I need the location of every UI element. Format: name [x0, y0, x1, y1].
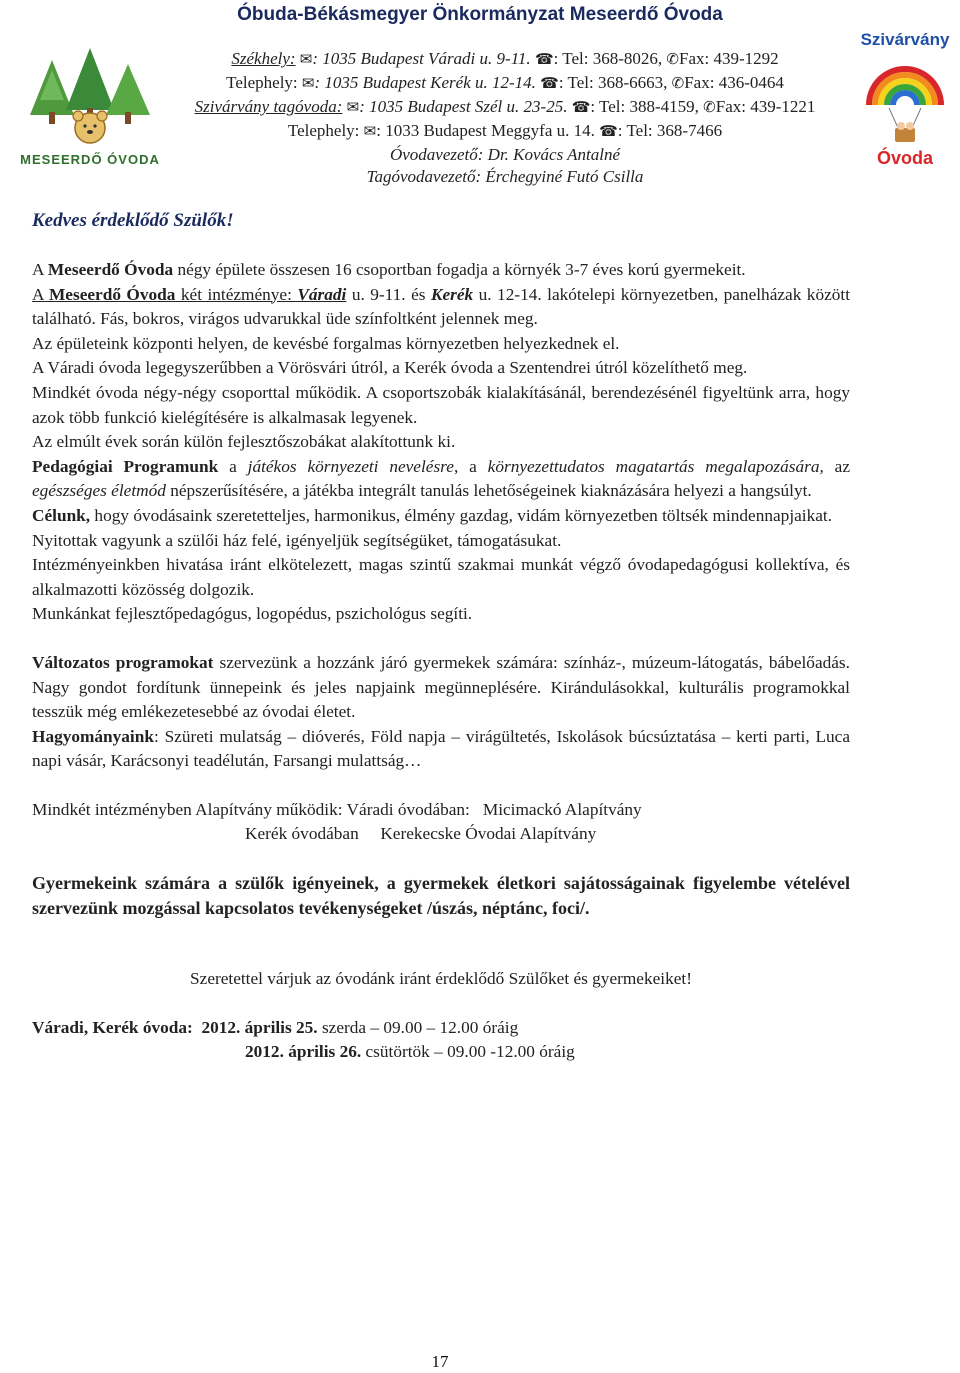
site-fax: Fax: 436-0464 [684, 73, 784, 92]
site-tel: : Tel: 368-7466 [617, 121, 723, 140]
open-day-schedule [32, 1016, 850, 1065]
schedule-time-1: szerda – 09.00 – 12.00 óráig [317, 1017, 519, 1037]
paragraph-group-rooms: Mindkét óvoda négy-négy csoporttal működik. A csoportszobák kialakításánál, berendezésénél figyeltünk arra, hogy azok több funkció kielégítésére is alkalmasak legyenek. [32, 382, 850, 427]
site-label: Telephely: [287, 121, 360, 140]
deputy-director-line: Tagóvodavezető: Érchegyiné Futó Csilla [366, 167, 644, 186]
szivarvany-logo-top: Szivárvány [860, 30, 950, 49]
paragraph-location: Az épületeink központi helyen, de kevésbé forgalmas környezetben helyezkednek el. [32, 333, 620, 353]
phone-icon: ☎ [534, 52, 554, 68]
schedule-time-2: csütörtök – 09.00 -12.00 óráig [361, 1042, 575, 1062]
envelope-icon: ✉ [363, 124, 377, 140]
schedule-date-2: 2012. április 26. [245, 1042, 362, 1062]
meseerdo-logo [10, 40, 170, 180]
paragraph-buildings: A Meseerdő Óvoda két intézménye: Váradi u. 9-11. és Kerék u. 12-14. lakótelepi környezetben, panelházak között található. Fás, bokros, virágos udvarukkal üde színfoltként jelennek meg. [32, 284, 850, 329]
headquarters-address: : 1035 Budapest Váradi u. 9-11. [312, 49, 531, 68]
fax-icon: ✆ [666, 52, 679, 68]
site-label: Telephely: [226, 73, 298, 92]
schedule-label: Váradi, Kerék óvoda: [32, 1017, 193, 1037]
envelope-icon: ✉ [299, 52, 313, 68]
paragraph-staff: Intézményeinkben hivatása iránt elkötelezett, magas szintű szakmai munkát végző óvodapedagógusi kollektíva, és alkalmazotti közösség dolgozik. [32, 555, 850, 599]
paragraph-groups: A Meseerdő Óvoda négy épülete összesen 16 csoportban fogadja a környék 3-7 éves korú gyermekeit. [32, 260, 746, 279]
meseerdo-logo-text: MESEERDŐ ÓVODA [20, 152, 160, 167]
institution-title: Óbuda-Békásmegyer Önkormányzat Meseerdő Óvoda [237, 4, 723, 25]
invitation: Szeretettel várjuk az óvodánk iránt érdeklődő Szülőket és gyermekeiket! [190, 969, 692, 989]
paragraph-pedagogical-program: Pedagógiai Programunk a játékos környezeti nevelésre, a környezettudatos magatartás megalapozására, az egészséges életmód népszerűsítésére, a játékba integrált tanulás lehetőségeinek kiaknázására helyezi a hangsúlyt. [32, 456, 850, 501]
greeting: Kedves érdeklődő Szülők! [32, 210, 234, 231]
fax-icon: ✆ [703, 100, 716, 116]
foundation-line-2: Kerék óvodában Kerekecske Óvodai Alapítvány [245, 824, 597, 844]
paragraph-openness: Nyitottak vagyunk a szülői ház felé, igényeljük segítségüket, támogatásukat. [32, 530, 562, 550]
site-tel: : Tel: 368-6663, [558, 73, 668, 92]
szivarvany-logo-bottom: Óvoda [876, 148, 933, 168]
header-line-site-kerek [165, 72, 845, 95]
paragraph-specialists: Munkánkat fejlesztőpedagógus, logopédus, pszichológus segíti. [32, 604, 473, 624]
header-line-site-meggyfa [165, 120, 845, 143]
header-line-headquarters [165, 48, 845, 71]
paragraph-sports: Gyermekeink számára a szülők igényeinek, a gyermekek életkori sajátosságainak figyelembe vételével szervezünk mozgással kapcsolatos tevékenységeket /úszás, néptánc, foci/. [32, 873, 850, 919]
envelope-icon: ✉ [346, 100, 360, 116]
foundation-line-1: Mindkét intézményben Alapítvány működik: Váradi óvodában: Micimackó Alapítvány [32, 799, 642, 819]
foundations-block [32, 798, 850, 847]
paragraph-development-rooms: Az elmúlt évek során külön fejlesztőszobákat alakítottunk ki. [32, 432, 456, 452]
paragraph-programs: Változatos programokat szervezünk a hozzánk járó gyermekek számára: színház-, múzeum-látogatás, bábelőadás. Nagy gondot fordítunk ünnepeink és jeles napjaink megünneplésére. Kirándulásokkal, kulturális programokkal tesszük még emlékezetesebbé az óvodai életet. [32, 652, 850, 722]
paragraph-goal: Célunk, hogy óvodásaink szeretetteljes, harmonikus, élmény gazdag, vidám környezetben töltsék mindennapjaikat. [32, 505, 833, 525]
headquarters-tel: : Tel: 368-8026, [553, 49, 663, 68]
site-address: : 1033 Budapest Meggyfa u. 14. [376, 121, 595, 140]
member-fax: Fax: 439-1221 [715, 97, 816, 116]
director-line: Óvodavezető: Dr. Kovács Antalné [389, 145, 621, 164]
site-address: : 1035 Budapest Kerék u. 12-14. [314, 73, 536, 92]
phone-icon: ☎ [540, 76, 559, 92]
member-address: : 1035 Budapest Szél u. 23-25. [359, 97, 568, 116]
page-number: 17 [431, 1352, 449, 1371]
fax-icon: ✆ [671, 76, 685, 92]
paragraph-traditions: Hagyományaink: Szüreti mulatság – dióverés, Föld napja – virágültetés, Iskolások búcsúztatása – kerti parti, Luca napi vásár, Karácsonyi teadélután, Farsangi mulattság… [32, 726, 850, 771]
phone-icon: ☎ [599, 124, 618, 140]
headquarters-fax: Fax: 439-1292 [678, 49, 779, 68]
envelope-icon: ✉ [301, 76, 315, 92]
phone-icon: ☎ [571, 100, 591, 116]
paragraph-access: A Váradi óvoda legegyszerűbben a Vörösvári útról, a Kerék óvoda a Szentendrei útról közelíthető meg. [32, 358, 748, 378]
header-line-szivarvany [165, 96, 845, 119]
schedule-date-1: 2012. április 25. [201, 1017, 318, 1037]
member-tel: : Tel: 388-4159, [590, 97, 699, 116]
headquarters-label: Székhely: [231, 49, 296, 68]
member-kindergarten-label: Szivárvány tagóvoda: [194, 97, 343, 116]
letter-body [32, 258, 850, 1065]
szivarvany-logo [855, 30, 955, 175]
